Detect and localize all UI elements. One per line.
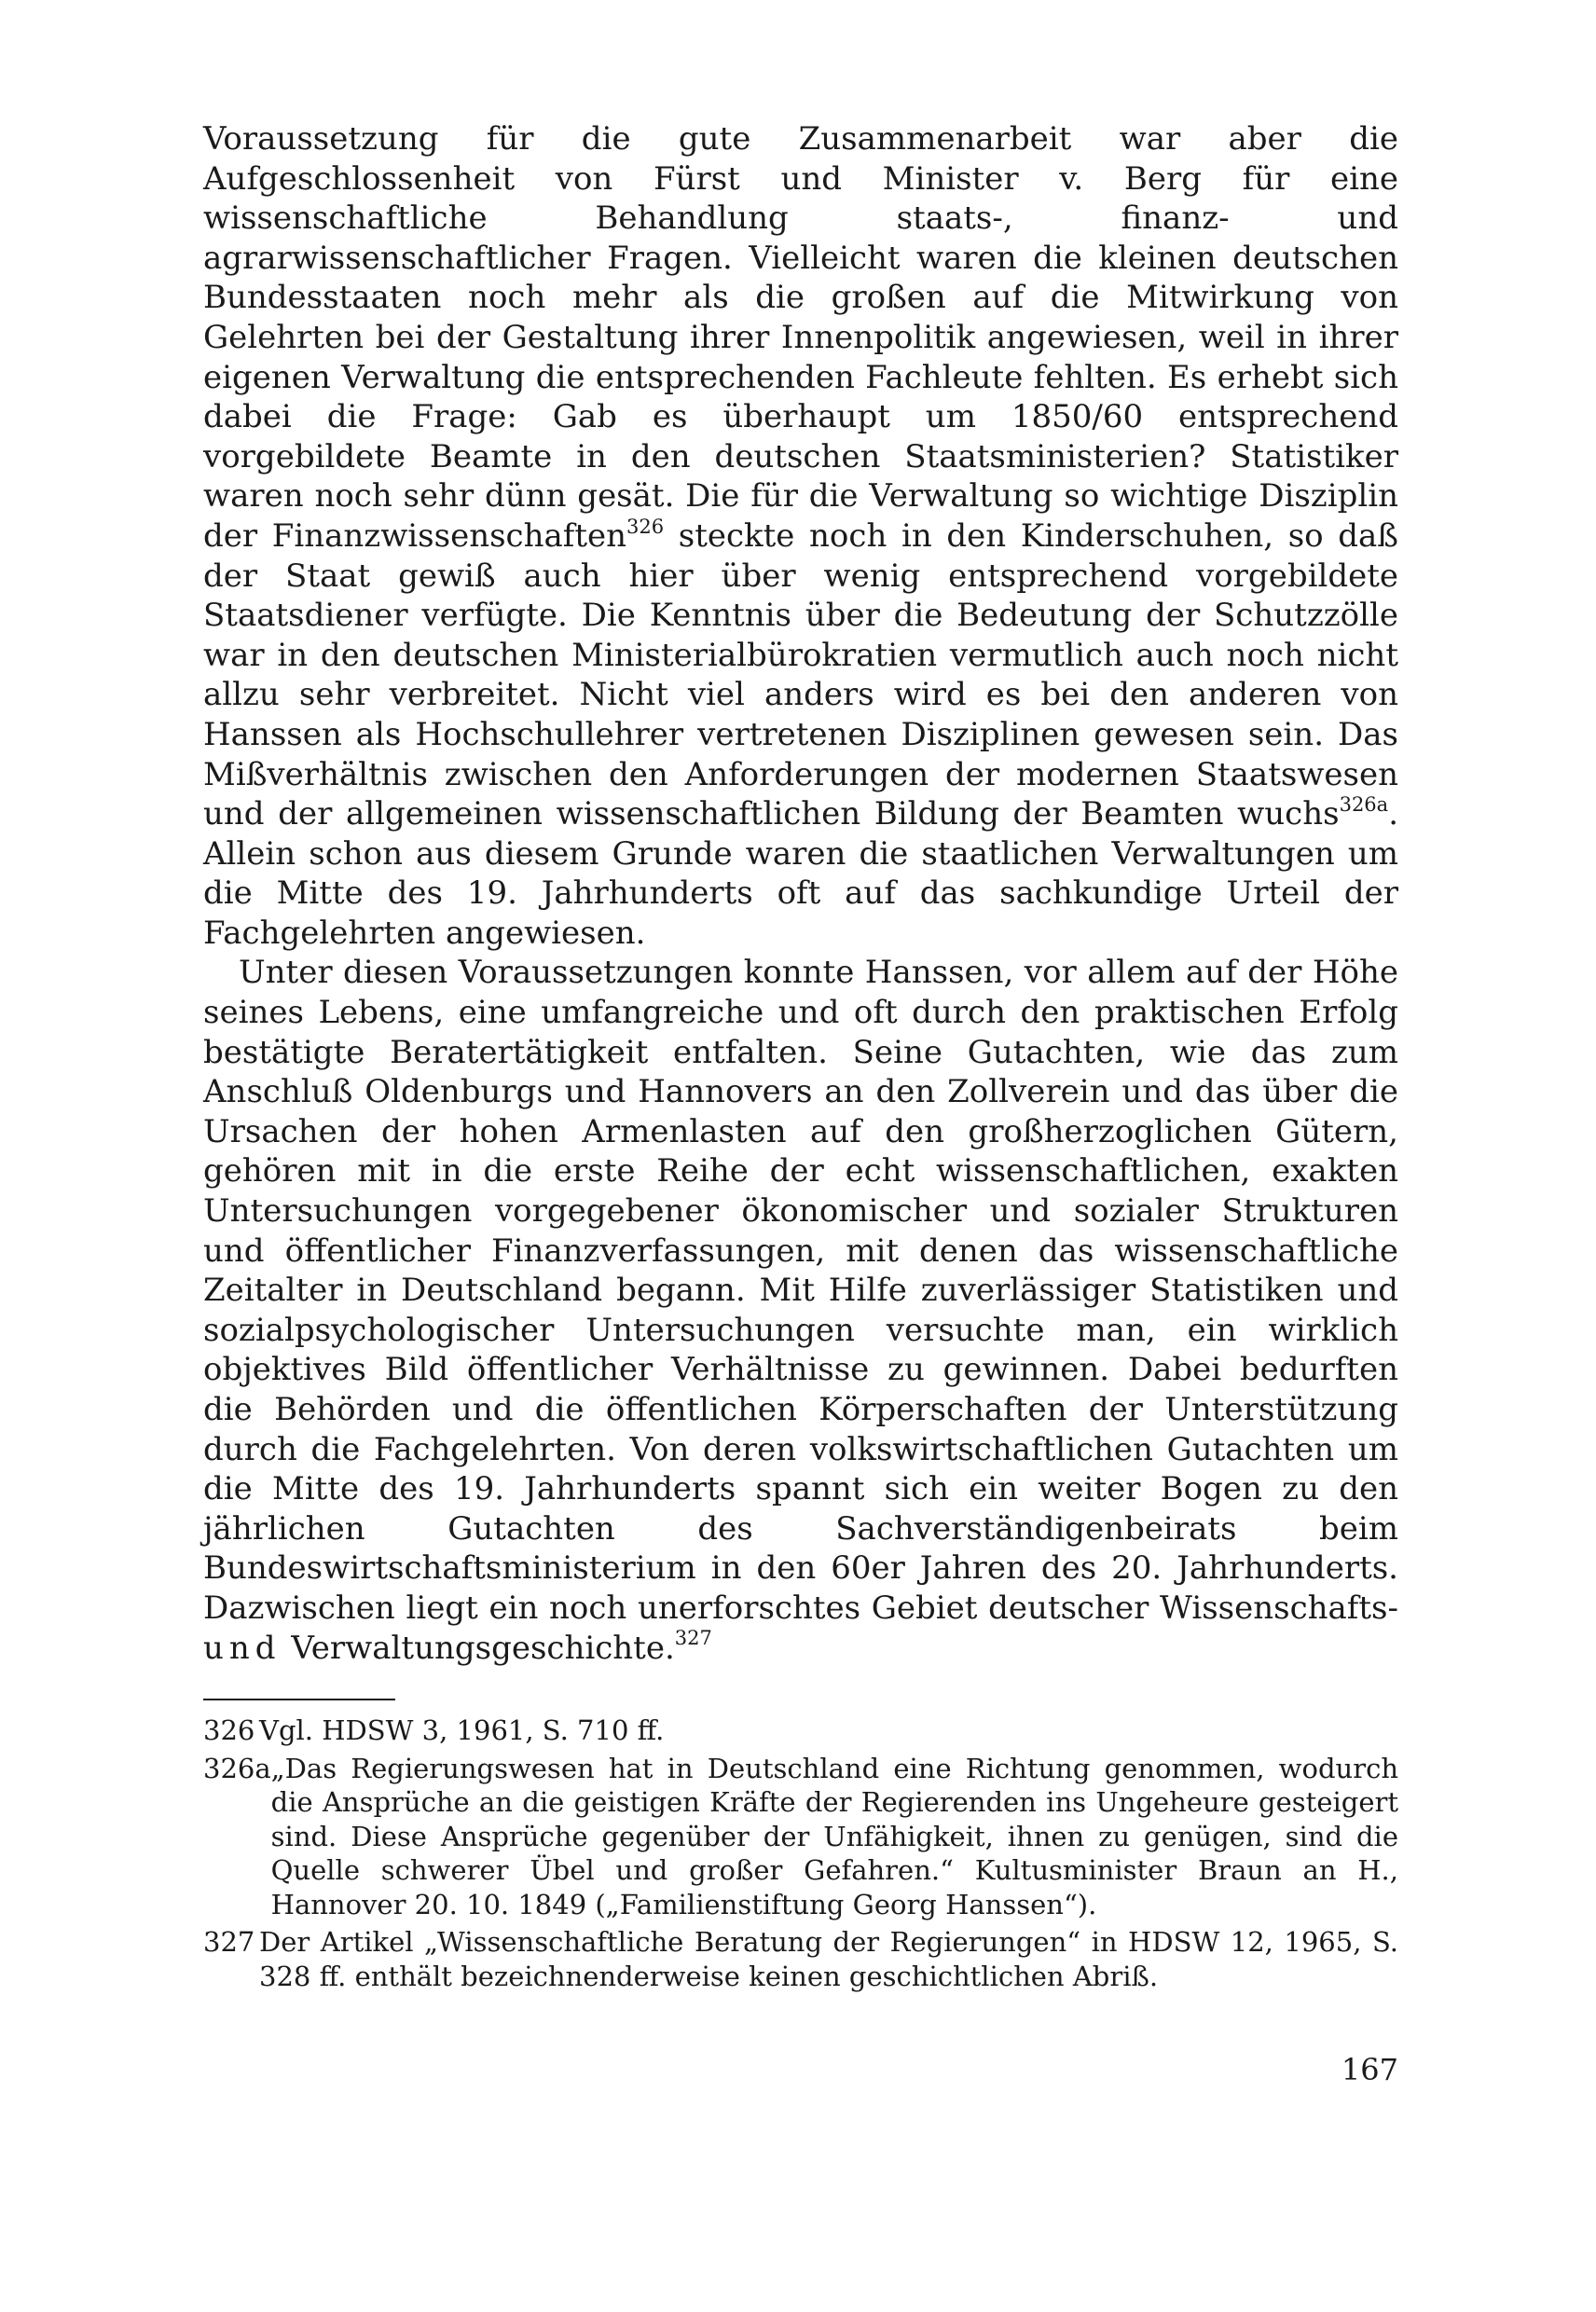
spaced-word: und	[203, 1629, 282, 1667]
main-text	[203, 119, 1398, 1668]
paragraph-2-part-1: Unter diesen Voraussetzungen konnte Hanssen, vor allem auf der Höhe seines Lebens, eine umfangreiche und oft durch den praktischen Erfolg bestätigte Beratertätigkeit entfalten. Seine Gutachten, wie das zum Anschluß Oldenburgs und Hannovers an den Zollverein und das über die Ursachen der hohen Armenlasten auf den großherzoglichen Gütern, gehören mit in die erste Reihe der echt wissenschaftlichen, exakten Untersuchungen vorgegebener ökonomischer und sozialer Strukturen und öffentlicher Finanzverfassungen, mit denen das wissenschaftliche Zeitalter in Deutschland begann. Mit Hilfe zuverlässiger Statistiken und sozialpsychologischer Untersuchungen versuchte man, ein wirklich objektives Bild öffentlicher Verhältnisse zu gewinnen. Dabei bedurften die Behörden und die öffentlichen Körperschaften der Unterstützung durch die Fachgelehrten. Von deren volkswirtschaftlichen Gutachten um die Mitte des 19. Jahrhunderts spannt sich ein weiter Bogen zu den jährlichen Gutachten des Sachverständigenbeirats beim Bundeswirtschaftsministerium in den 60er Jahren des 20. Jahrhunderts. Dazwischen liegt ein noch unerforschtes Gebiet deutscher Wissenschafts-	[203, 954, 1398, 1627]
footnote-number: 326a	[203, 1752, 271, 1784]
footnotes	[203, 1713, 1398, 1997]
footnote-ref-326a: 326a	[1339, 792, 1389, 816]
footnote-text: „Das Regierungswesen hat in Deutschland eine Richtung genommen, wodurch die Ansprüche an die geistigen Kräfte der Regierenden ins Ungeheure gesteigert sind. Diese Ansprüche gegenüber der Unfähigkeit, ihnen zu genügen, sind die Quelle schwerer Übel und großer Gefahren.“ Kultusminister Braun an H., Hannover 20. 10. 1849 („Familienstiftung Georg Hanssen“).	[270, 1752, 1398, 1920]
footnote-ref-326: 326	[626, 515, 665, 538]
paragraph-1-part-3: . Allein schon aus diesem Grunde waren die staatlichen Verwaltungen um die Mitte des 19. Jahrhunderts oft auf das sachkundige Urteil der Fachgelehrten angewiesen.	[203, 795, 1398, 952]
footnote-number: 327	[203, 1926, 255, 1958]
footnote-327	[203, 1925, 1398, 1993]
paragraph-2	[203, 953, 1398, 1668]
page-number: 167	[1341, 2052, 1398, 2087]
footnote-number: 326	[203, 1714, 255, 1746]
paragraph-2-part-2: Verwaltungsgeschichte.	[281, 1629, 675, 1667]
footnote-text: Der Artikel „Wissenschaftliche Beratung der Regierungen“ in HDSW 12, 1965, S. 328 ff. enthält bezeichnenderweise keinen geschichtlichen Abriß.	[259, 1926, 1398, 1992]
footnote-text: Vgl. HDSW 3, 1961, S. 710 ff.	[259, 1714, 665, 1746]
footnote-326	[203, 1713, 1398, 1748]
footnote-ref-327: 327	[674, 1627, 712, 1650]
paragraph-1	[203, 119, 1398, 953]
footnote-separator	[203, 1699, 395, 1700]
paragraph-1-part-1: Voraussetzung für die gute Zusammenarbeit war aber die Aufgeschlossenheit von Fürst und Minister v. Berg für eine wissenschaftliche Behandlung staats-, finanz- und agrarwissenschaftlicher Fragen. Vielleicht waren die kleinen deutschen Bundesstaaten noch mehr als die großen auf die Mitwirkung von Gelehrten bei der Gestaltung ihrer Innenpolitik angewiesen, weil in ihrer eigenen Verwaltung die entsprechenden Fachleute fehlten. Es erhebt sich dabei die Frage: Gab es überhaupt um 1850/60 entsprechend vorgebildete Beamte in den deutschen Staatsministerien? Statistiker waren noch sehr dünn gesät. Die für die Verwaltung so wichtige Disziplin der Finanzwissenschaften	[203, 120, 1398, 555]
paragraph-1-part-2: steckte noch in den Kinderschuhen, so daß der Staat gewiß auch hier über wenig entsprechend vorgebildete Staatsdiener verfügte. Die Kenntnis über die Bedeutung der Schutzzölle war in den deutschen Ministerialbürokratien vermutlich auch noch nicht allzu sehr verbreitet. Nicht viel anders wird es bei den anderen von Hanssen als Hochschullehrer vertretenen Disziplinen gewesen sein. Das Mißverhältnis zwischen den Anforderungen der modernen Staatswesen und der allgemeinen wissenschaftlichen Bildung der Beamten wuchs	[203, 516, 1398, 833]
footnote-326a	[203, 1752, 1398, 1922]
